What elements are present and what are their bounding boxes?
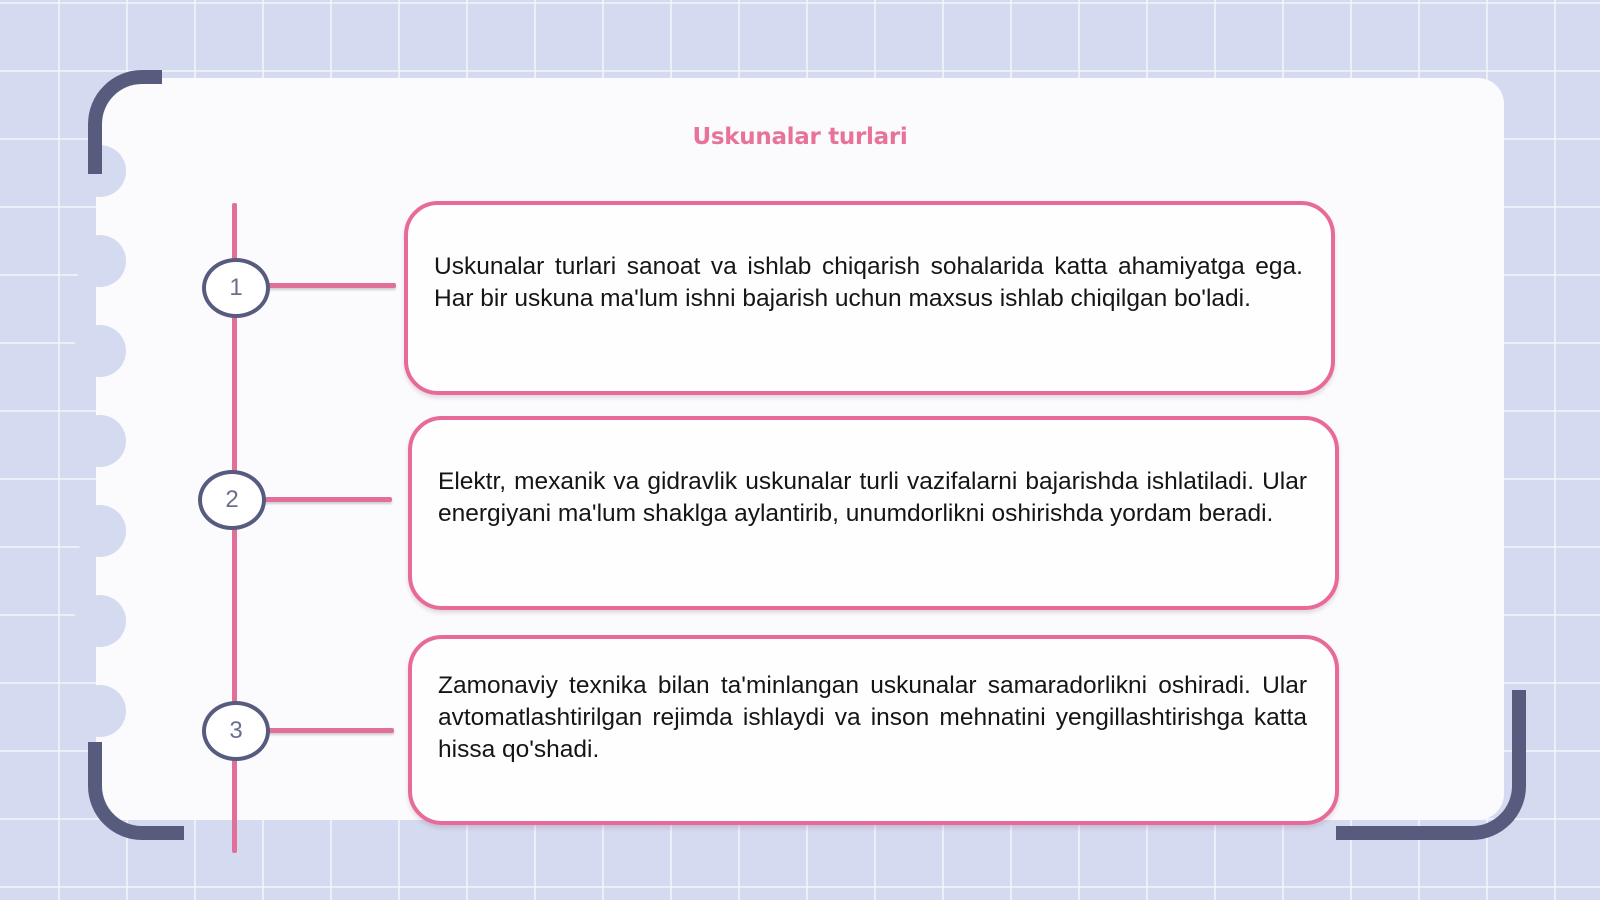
timeline-step-number-3: 3 bbox=[202, 701, 270, 761]
card-edge-notch bbox=[74, 595, 126, 647]
card-edge-notch bbox=[74, 685, 126, 737]
timeline-step-number-1: 1 bbox=[202, 258, 270, 318]
corner-bracket-bottom-left bbox=[88, 742, 184, 840]
timeline-step-number-2: 2 bbox=[198, 470, 266, 530]
timeline-connector-2 bbox=[262, 497, 392, 502]
timeline-text-1: Uskunalar turlari sanoat va ishlab chiqarish sohalarida katta ahamiyatga ega. Har bir uskuna ma'lum ishni bajarish uchun maxsus ishlab chiqilgan bo'ladi. bbox=[434, 253, 1303, 312]
card-edge-notch bbox=[74, 415, 126, 467]
timeline-text-box-2 bbox=[408, 416, 1339, 610]
timeline-text-3: Zamonaviy texnika bilan ta'minlangan uskunalar samaradorlikni oshiradi. Ular avtomatlashtirilgan rejimda ishlaydi va inson mehnatini yengillashtirishga katta hissa qo'shadi. bbox=[438, 672, 1307, 763]
timeline-text-2: Elektr, mexanik va gidravlik uskunalar turli vazifalarni bajarishda ishlatiladi. Ular energiyani ma'lum shaklga aylantirib, unumdorlikni oshirishda yordam beradi. bbox=[438, 468, 1307, 527]
timeline-text-box-3 bbox=[408, 635, 1339, 825]
timeline-connector-1 bbox=[266, 283, 396, 288]
corner-bracket-top-left bbox=[88, 70, 162, 174]
card-edge-notch bbox=[74, 505, 126, 557]
corner-bracket-bottom-right bbox=[1336, 690, 1526, 840]
card-edge-notch bbox=[74, 325, 126, 377]
timeline-connector-3 bbox=[266, 728, 394, 733]
card-edge-notch bbox=[74, 235, 126, 287]
slide-title: Uskunalar turlari bbox=[692, 124, 908, 150]
timeline-text-box-1 bbox=[404, 201, 1335, 395]
